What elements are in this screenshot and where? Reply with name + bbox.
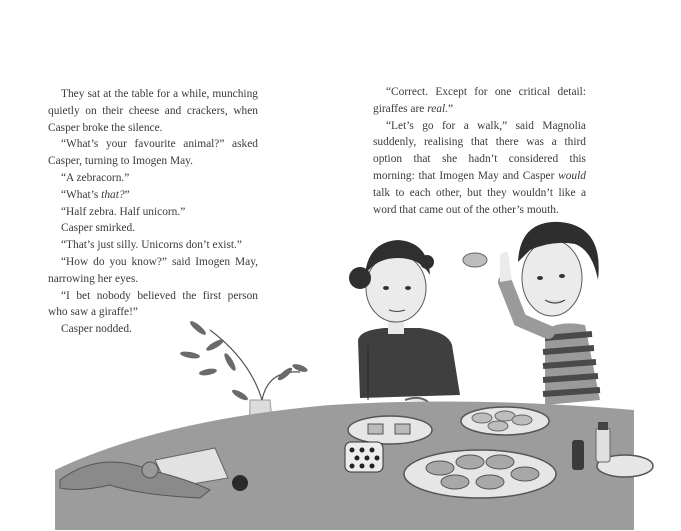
italic-text: real. — [427, 102, 448, 115]
paragraph — [373, 118, 586, 219]
boy-figure — [463, 222, 600, 405]
paragraph: “Half zebra. Half unicorn.” — [61, 205, 186, 218]
text-run: ” — [124, 188, 130, 201]
text-run: talk to each other, but they wouldn’t like a word that came out of the other’s mouth. — [373, 186, 586, 216]
paragraph — [373, 84, 586, 118]
paragraph: “I bet nobody believed the first person who saw a giraffe!” — [48, 289, 258, 319]
right-text-column — [373, 84, 586, 218]
paragraph: “That’s just silly. Unicorns don’t exist.” — [61, 239, 242, 252]
paragraph: Casper smirked. — [61, 222, 136, 235]
text-run: “What’s — [61, 188, 102, 201]
paragraph: Casper nodded. — [61, 323, 132, 336]
text-run: “Correct. Except for one critical detail: giraffes are — [373, 86, 586, 115]
paragraph — [48, 187, 258, 204]
paragraph: “How do you know?” said Imogen May, narrowing her eyes. — [48, 255, 258, 285]
paragraph: “A zebracorn.” — [61, 171, 130, 184]
plant-vase — [180, 319, 309, 484]
paragraph: They sat at the table for a while, munching quietly on their cheese and crackers, when Casper broke the silence. — [48, 88, 258, 134]
table-items — [60, 407, 653, 498]
text-run: “Let’s go for a walk,” said Magnolia suddenly, realising that there was a third option that she hadn’t considered this morning: that Imogen May and Casper — [373, 119, 586, 182]
text-run: ” — [447, 102, 454, 115]
left-text-column — [48, 86, 258, 338]
girl-figure — [349, 240, 460, 402]
paragraph: “What’s your favourite animal?” asked Casper, turning to Imogen May. — [48, 138, 258, 168]
italic-text: would — [558, 169, 586, 182]
table — [55, 401, 634, 530]
italic-text: that? — [101, 188, 125, 201]
